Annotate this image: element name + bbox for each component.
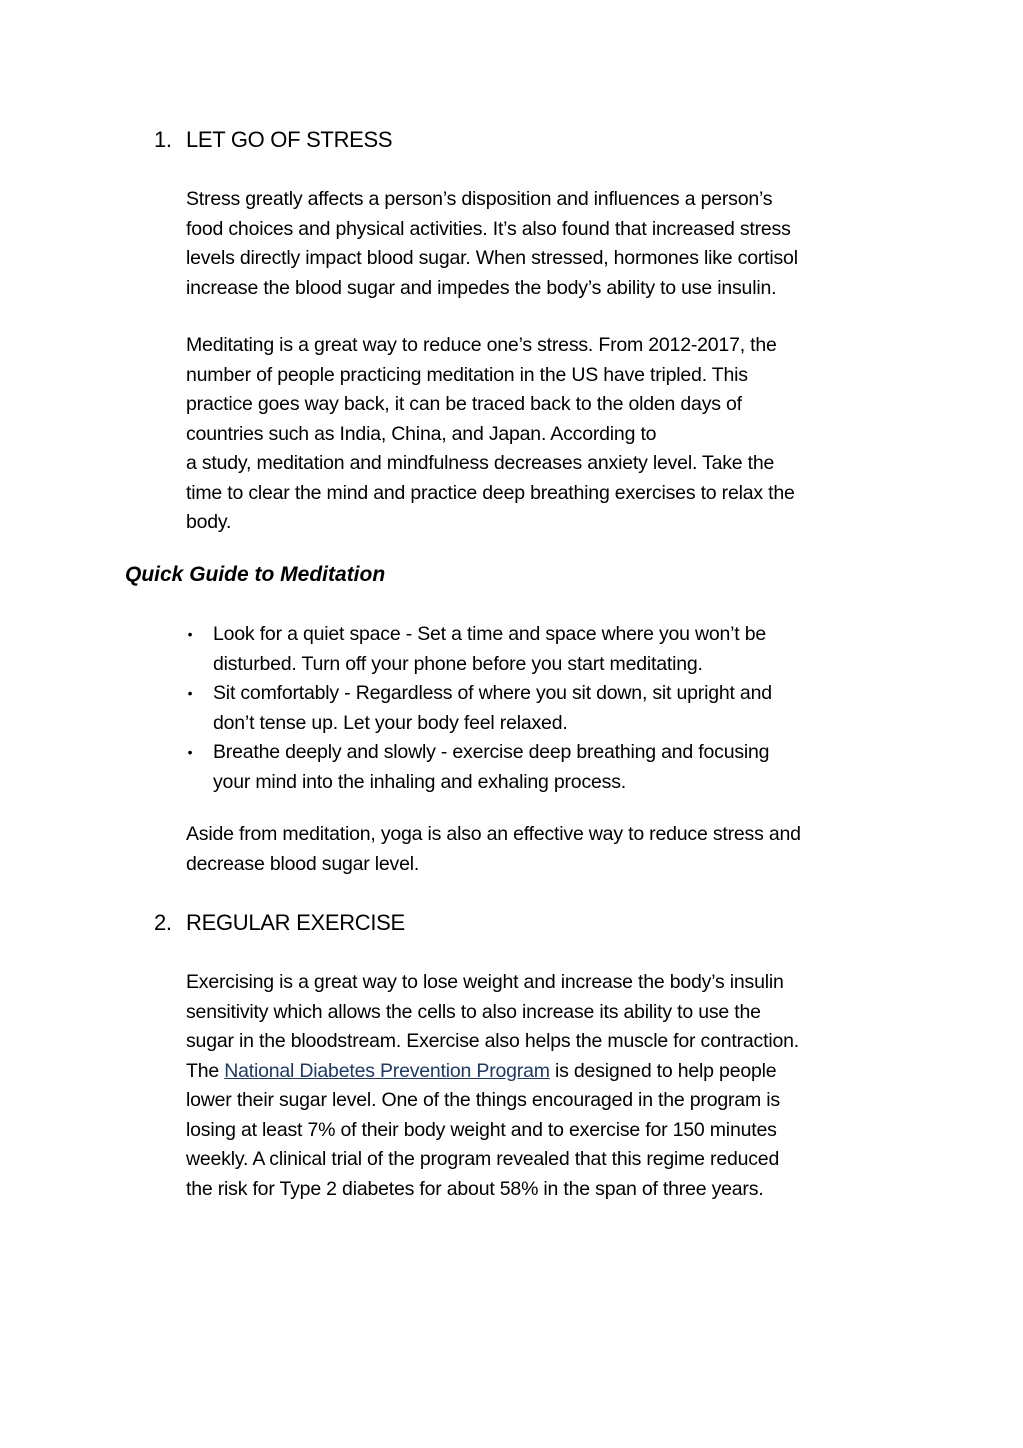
paragraph-line: levels directly impact blood sugar. When stressed, hormones like cortisol	[186, 247, 798, 269]
ndpp-link[interactable]: National Diabetes Prevention Program	[224, 1059, 550, 1082]
list-item-line: Sit comfortably - Regardless of where you sit down, sit upright and	[213, 682, 772, 704]
section-title: LET GO OF STRESS	[186, 127, 393, 152]
section-heading-exercise	[154, 910, 405, 936]
list-item	[185, 738, 885, 797]
link-prefix: The	[186, 1059, 225, 1082]
paragraph-line: increase the blood sugar and impedes the body’s ability to use insulin.	[186, 276, 777, 299]
paragraph-line: the risk for Type 2 diabetes for about 58% in the span of three years.	[186, 1177, 764, 1200]
bullet-icon: •	[187, 626, 193, 642]
list-item-line: your mind into the inhaling and exhaling process.	[213, 770, 626, 793]
guide-subheading: Quick Guide to Meditation	[125, 563, 386, 586]
paragraph-line-with-link	[186, 1057, 906, 1087]
exercise-paragraph	[186, 968, 906, 1204]
yoga-paragraph	[186, 820, 906, 879]
paragraph-line: a study, meditation and mindfulness decreases anxiety level. Take the	[186, 452, 775, 474]
list-item	[185, 679, 885, 738]
section-title: REGULAR EXERCISE	[186, 910, 405, 935]
paragraph-line: Meditating is a great way to reduce one’s stress. From 2012-2017, the	[186, 334, 777, 356]
bullet-icon: •	[187, 744, 193, 760]
guide-bullet-list	[185, 620, 885, 797]
paragraph-line: time to clear the mind and practice deep breathing exercises to relax the	[186, 481, 795, 504]
paragraph-line: sensitivity which allows the cells to also increase its ability to use the	[186, 1000, 761, 1023]
paragraph-line: weekly. A clinical trial of the program revealed that this regime reduced	[186, 1148, 780, 1170]
paragraph-line: losing at least 7% of their body weight and to exercise for 150 minutes	[186, 1118, 777, 1141]
bullet-icon: •	[187, 685, 193, 701]
paragraph-line: lower their sugar level. One of the things encouraged in the program is	[186, 1089, 780, 1111]
meditation-paragraph	[186, 331, 906, 538]
paragraph-line: countries such as India, China, and Japan. According to	[186, 422, 657, 445]
paragraph-line: number of people practicing meditation in the US have tripled. This	[186, 363, 748, 386]
paragraph-line: sugar in the bloodstream. Exercise also helps the muscle for contraction.	[186, 1030, 799, 1052]
section-number: 1.	[154, 127, 172, 152]
paragraph-line: practice goes way back, it can be traced back to the olden days of	[186, 393, 742, 415]
list-item-line: don’t tense up. Let your body feel relaxed.	[213, 711, 568, 734]
paragraph-line: Aside from meditation, yoga is also an effective way to reduce stress and	[186, 823, 801, 845]
section-heading-stress	[154, 127, 392, 153]
paragraph-line: Stress greatly affects a person’s disposition and influences a person’s	[186, 188, 773, 210]
paragraph-line: food choices and physical activities. It’s also found that increased stress	[186, 217, 791, 240]
paragraph-line: body.	[186, 511, 232, 533]
list-item	[185, 620, 885, 679]
list-item-line: Breathe deeply and slowly - exercise deep breathing and focusing	[213, 741, 770, 763]
section-number: 2.	[154, 910, 172, 935]
stress-paragraph	[186, 185, 906, 303]
list-item-line: disturbed. Turn off your phone before you start meditating.	[213, 652, 703, 675]
paragraph-line: Exercising is a great way to lose weight and increase the body’s insulin	[186, 971, 784, 993]
link-suffix: is designed to help people	[549, 1059, 777, 1082]
list-item-line: Look for a quiet space - Set a time and space where you won’t be	[213, 623, 767, 645]
paragraph-line: decrease blood sugar level.	[186, 852, 420, 875]
